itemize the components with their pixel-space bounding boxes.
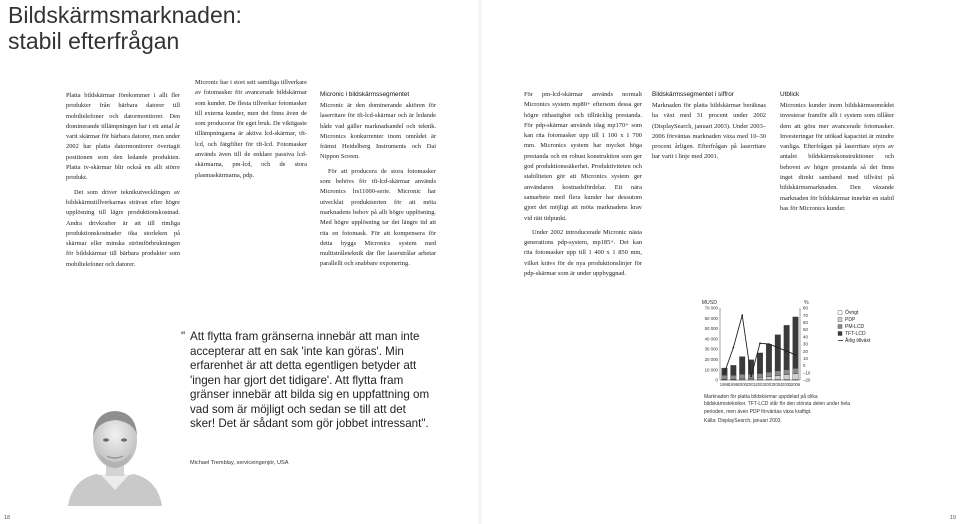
- portrait-photo: [62, 398, 168, 506]
- body-column-3: [320, 90, 436, 274]
- growth-point-2002: [759, 342, 761, 344]
- col1-paragraph-2: Det som driver teknikutvecklingen av bildskärmstillverkarnas strävan efter högre upplösning till lägre produktionskostnad. Andra drivkrafter är att till rimliga produktionskostnader öka storleken på skärmar eller minska strömförbrukningen för bildskärmar till bärbara produkter som mobiltelefoner och datorer.: [66, 188, 180, 268]
- page-number-right: 19: [949, 515, 956, 521]
- legend-swatch-2: [838, 325, 842, 329]
- page-title: [8, 2, 242, 54]
- x-tick-label: 1999: [728, 382, 738, 387]
- y-tick-label: 0: [715, 377, 718, 383]
- col3-paragraph-2: För att producera de stora fotomasker som behövs för tft-lcd-skärmar används Micronics lrs11000-serie. Micronic har utvecklat produktserien för att möta marknadens behov på allt högre upplösning. Med högre upplösning tar det längre tid att rita en fotomask. För att kompensera för detta byggs Micronics system med multistråleteknik där fler laserstrålar arbetar parallellt och snabbare exponering.: [320, 167, 436, 268]
- bar-tft-lcd-2000: [739, 357, 745, 374]
- col3-paragraph-1: Micronic är den dominerande aktören för laserritare för tft-lcd-skärmar och är ledande både vad gäller marknadsandel och teknik. Micronics konkurrenter inom området är främst Heidelberg Instruments och Dai Nippon Screen.: [320, 102, 436, 161]
- section-heading-figures: Bildskärmssegmentet i siffror: [652, 91, 734, 98]
- bar-tft-lcd-2003: [766, 344, 772, 372]
- y2-tick-label: 80: [803, 305, 808, 311]
- market-chart: [692, 296, 892, 388]
- bar-pm-lcd-2006: [793, 368, 799, 373]
- page-number-left: 18: [4, 515, 11, 521]
- quote-mark: ": [181, 330, 186, 343]
- col4-paragraph-1: För pm-lcd-skärmar används normalt Micronics system mp80+ eftersom dessa ger högre rithastighet och tillräcklig prestanda. För pdp-skärmar används idag mp170+ som kan rita fotomasker upp till 1 100 x 1 700 mm. Micronics system har mycket höga prestanda och en robust konstruktion som ger god produktionssäkerhet. Produktiviteten och stabiliteten gör att Micronics system ger användaren kostnadsfördelar. Ett nära samarbete med flera kunder har dessutom gjort det möjligt att möta marknadens krav vid rätt tidpunkt.: [524, 91, 642, 222]
- y2-axis-label: %: [804, 300, 809, 306]
- col2-paragraph-1: Micronic har i stort sett samtliga tillverkare av fotomasker för avancerade bildskärmar som kunder. De flesta tillverkar fotomasker till externa kunder, men det finns även de som producerar för eget bruk. De viktigaste tillämpningarna är aktiva lcd-skärmar, tft-lcd, och färgfilter för tft-lcd. Fotomasker används även till de enklare passiva lcd-skärmarna, pm-lcd, och de stora plasmaskärmarna, pdp.: [195, 79, 307, 179]
- legend-label-1: PDP: [845, 317, 856, 323]
- bar-pm-lcd-2002: [757, 374, 763, 378]
- body-column-6: [780, 90, 894, 218]
- y2-tick-label: –20: [803, 377, 811, 383]
- col1-paragraph-1: Platta bildskärmar förekommer i allt fler produkter från bärbara datorer till mobiltelefoner och datormonitorer. Den dominerande tillämpningen har i ett antal år varit skärmar för bärbara datorer, men under 2002 har platta datormonitorer övertagit positionen som den ledande produkten. Platta tv-skärmar blir också en allt större produkt.: [66, 92, 180, 182]
- left-page: [0, 0, 478, 524]
- y2-tick-label: 20: [803, 348, 808, 354]
- growth-point-2000: [741, 314, 743, 316]
- growth-point-2004: [777, 347, 779, 349]
- legend-label-3: TFT-LCD: [845, 331, 866, 337]
- bar-tft-lcd-2004: [775, 335, 781, 371]
- legend-label-0: Övrigt: [845, 310, 859, 316]
- y-tick-label: 10 000: [704, 367, 718, 373]
- x-tick-label: 2003: [764, 382, 774, 387]
- legend-swatch-0: [838, 311, 842, 315]
- bar-pm-lcd-2004: [775, 371, 781, 376]
- bar-pdp-2005: [784, 375, 790, 380]
- chart-caption: [704, 394, 859, 426]
- growth-point-1998: [724, 372, 726, 374]
- legend-swatch-1: [838, 318, 842, 322]
- right-page: [482, 0, 960, 524]
- body-column-1: [66, 91, 180, 274]
- pull-quote: [181, 330, 430, 432]
- x-tick-label: 1998: [719, 382, 730, 387]
- y2-tick-label: 30: [803, 341, 808, 347]
- title-line-2: stabil efterfrågan: [8, 28, 180, 54]
- x-tick-label: 2005: [782, 382, 792, 387]
- x-tick-label: 2004: [773, 382, 783, 387]
- y2-tick-label: 40: [803, 334, 808, 340]
- legend-label-2: PM-LCD: [845, 324, 865, 330]
- bar-pdp-2006: [793, 374, 799, 380]
- y-axis-label: MUSD: [701, 300, 717, 306]
- bar-pm-lcd-2005: [784, 370, 790, 375]
- bar-pdp-2003: [766, 377, 772, 380]
- x-tick-label: 2006: [790, 382, 801, 387]
- bar-tft-lcd-2005: [784, 325, 790, 369]
- y-tick-label: 50 000: [704, 326, 718, 332]
- section-heading-outlook: Utblick: [780, 91, 800, 98]
- bar-pm-lcd-1998: [722, 375, 728, 379]
- x-tick-label: 2000: [737, 382, 747, 387]
- growth-point-2001: [750, 376, 752, 378]
- y-tick-label: 70 000: [704, 305, 718, 311]
- y2-tick-label: 0: [803, 363, 806, 369]
- bar-pm-lcd-1999: [731, 375, 737, 379]
- y2-tick-label: 70: [803, 312, 808, 318]
- growth-point-1999: [732, 347, 734, 349]
- bar-pdp-2004: [775, 376, 781, 380]
- title-line-1: Bildskärmsmarknaden:: [8, 2, 242, 28]
- body-column-4: [524, 90, 642, 283]
- body-column-5: [652, 90, 766, 167]
- y2-tick-label: 10: [803, 356, 808, 361]
- y2-tick-label: –10: [803, 370, 811, 376]
- chart-source: Källa: DisplaySearch, januari 2003.: [704, 418, 782, 425]
- growth-point-2005: [786, 350, 788, 352]
- y2-tick-label: 50: [803, 327, 808, 333]
- bar-tft-lcd-1999: [731, 365, 737, 375]
- x-tick-label: 2002: [755, 382, 765, 387]
- bar-pdp-2002: [757, 378, 763, 380]
- x-tick-label: 2001: [746, 382, 756, 387]
- section-heading-micronic: Micronic i bildskärmssegmentet: [320, 91, 410, 98]
- legend-swatch-3: [838, 332, 842, 336]
- quote-attribution: Michael Tremblay, serviceingenjör, USA: [190, 460, 289, 466]
- y-tick-label: 20 000: [704, 357, 718, 363]
- bar-tft-lcd-2006: [793, 317, 799, 368]
- col5-paragraph-1: Marknaden för platta bildskärmar beräknas ha växt med 31 procent under 2002 (DisplaySearch, januari 2003). Under 2003–2006 förväntas marknaden växa med 10–30 procent årligen. Efterfrågan på laserritare har varit i linje med 2001.: [652, 102, 766, 161]
- body-column-2: [195, 78, 307, 185]
- col6-paragraph-1: Micronics kunder inom bildskärmsområdet investerar framför allt i system som tillåter dem att göra mer avancerade fotomasker. Investeringar för utökad kapacitet är mindre vanliga. Efterfrågan på laserritare styrs av antalet bildskärmskonstruktioner och behovet av högre prestanda så det finns inget direkt samband med tillväxt på bildskärmsmarknaden. Den växande marknaden för bildskärmar innebär en stabil bas för Micronics kunder.: [780, 102, 894, 212]
- y-tick-label: 40 000: [704, 336, 718, 342]
- bar-pm-lcd-2000: [739, 374, 745, 379]
- bar-pm-lcd-2003: [766, 372, 772, 377]
- y-tick-label: 60 000: [704, 315, 718, 321]
- col4-paragraph-2: Under 2002 introducerade Micronic nästa generations pdp-system, mp185+. Det kan rita fotomasker upp till 1 400 x 1 850 mm, vilket krävs för de nya produktionslinjer för pdp-skärmar som är under uppbyggnad.: [524, 228, 642, 278]
- y-tick-label: 30 000: [704, 346, 718, 352]
- quote-text: Att flytta fram gränserna innebär att man inte accepterar att en sak 'inte kan göras'. Min erfarenhet är att detta egentligen betyder att 'ingen har gjort det tidigare'. Att flytta fram gränser innebär att bilda sig en uppfattning om vad som är möjligt och sedan se till att det sker! Det är sådant som gör jobbet intressant".: [190, 330, 430, 430]
- growth-point-2006: [795, 354, 797, 356]
- y2-tick-label: 60: [803, 320, 808, 325]
- growth-point-2003: [768, 343, 770, 345]
- legend-label-4: Årlig tillväxt: [845, 338, 871, 344]
- bar-tft-lcd-2002: [757, 353, 763, 374]
- chart-caption-text: Marknaden för platta bildskärmar uppdelad på olika bildskärmstekniker. TFT-LCD står för den största delen under hela perioden, men även PDP förväntas växa kraftigt.: [704, 394, 851, 415]
